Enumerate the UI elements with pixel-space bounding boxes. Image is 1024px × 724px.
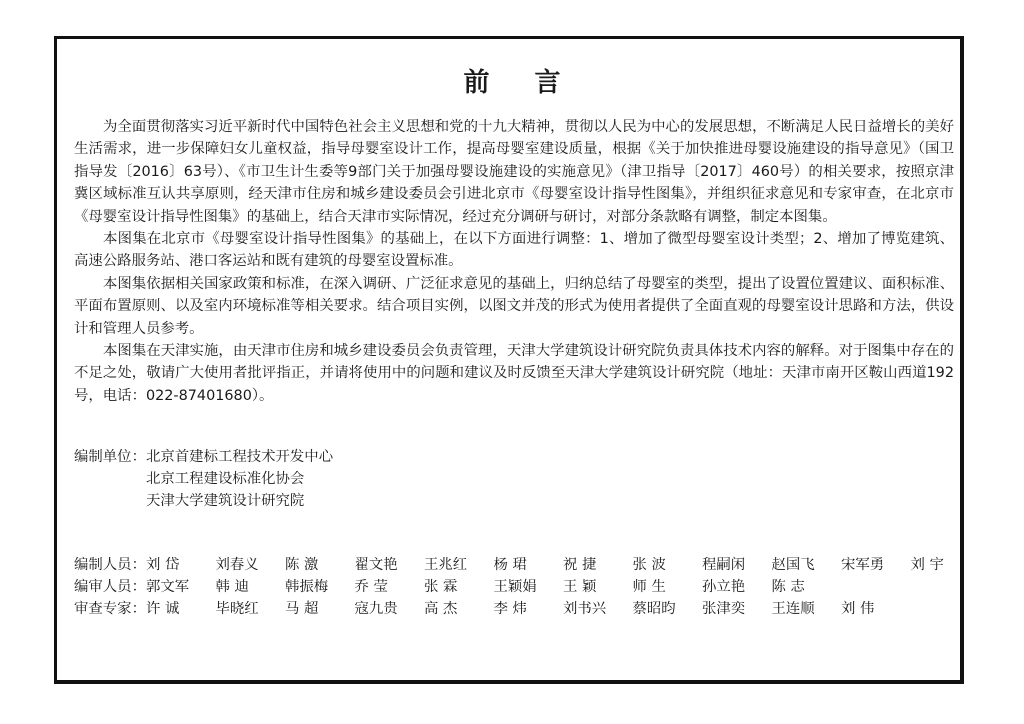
person-name: 寇九贵 xyxy=(354,601,398,617)
person-name: 刘春义 xyxy=(215,557,259,573)
unit-name: 北京首建标工程技术开发中心 xyxy=(146,449,334,465)
paragraph: 本图集依据相关国家政策和标准，在深入调研、广泛征求意见的基础上，归纳总结了母婴室的类型，提出了设置位置建议、面积标准、平面布置原则、以及室内环境标准等相关要求。结合项目实例，以图文并茂的形式为使用者提供了全面直观的母婴室设计思路和方法，供设计和管理人员参考。 xyxy=(74,275,954,337)
paragraph: 本图集在天津实施，由天津市住房和城乡建设委员会负责管理，天津大学建筑设计研究院负责具体技术内容的解释。对于图集中存在的不足之处，敬请广大使用者批评指正，并请将使用中的问题和建议及时反馈至天津大学建筑设计研究院（地址：天津市南开区鞍山西道192号，电话：022-87401680）。 xyxy=(74,343,954,404)
person-name: 王颖娟 xyxy=(493,579,537,595)
person-name: 张 波 xyxy=(632,557,666,573)
person-name: 王连顺 xyxy=(771,601,815,617)
person-name: 王 颖 xyxy=(563,579,597,595)
person-name: 程嗣闲 xyxy=(702,557,746,573)
staff-row-compilers xyxy=(74,554,980,576)
person-name: 赵国飞 xyxy=(771,557,815,573)
page-title: 前 言 xyxy=(463,68,579,98)
person-name: 刘 宇 xyxy=(910,557,944,573)
unit-name: 北京工程建设标准化协会 xyxy=(146,471,305,487)
person-name: 乔 莹 xyxy=(354,579,388,595)
person-name: 李 炜 xyxy=(493,601,527,617)
person-name: 许 诚 xyxy=(146,601,180,617)
person-name: 郭文军 xyxy=(146,579,190,595)
person-name: 翟文艳 xyxy=(354,557,398,573)
person-name: 马 超 xyxy=(285,601,319,617)
person-name: 韩 迪 xyxy=(215,579,249,595)
paragraph: 本图集在北京市《母婴室设计指导性图集》的基础上，在以下方面进行调整：1、增加了微型母婴室设计类型；2、增加了博览建筑、高速公路服务站、港口客运站和既有建筑的母婴室设置标准。 xyxy=(74,231,954,270)
person-name: 陈 志 xyxy=(771,579,805,595)
compiling-units xyxy=(74,446,333,512)
units-label: 编制单位： xyxy=(74,449,146,465)
person-name: 刘书兴 xyxy=(563,601,607,617)
person-name: 刘 伟 xyxy=(841,601,875,617)
person-name: 陈 激 xyxy=(285,557,319,573)
paragraph: 为全面贯彻落实习近平新时代中国特色社会主义思想和党的十九大精神，贯彻以人民为中心的发展思想，不断满足人民日益增长的美好生活需求，进一步保障妇女儿童权益，指导母婴室设计工作，提高母婴室建设质量，根据《关于加快推进母婴设施建设的指导意见》（国卫指导发〔2016〕63号）、《市卫生计生委等9部门关于加强母婴设施建设的实施意见》（津卫指导〔2017〕460号）的相关要求，按照京津冀区域标准互认共享原则，经天津市住房和城乡建设委员会引进北京市《母婴室设计指导性图集》，并组织征求意见和专家审查，在北京市《母婴室设计指导性图集》的基础上，结合天津市实际情况，经过充分调研与研讨，对部分条款略有调整，制定本图集。 xyxy=(74,119,954,225)
person-name: 孙立艳 xyxy=(702,579,746,595)
person-name: 张津奕 xyxy=(702,601,746,617)
person-name: 师 生 xyxy=(632,579,666,595)
staff-row-reviewers xyxy=(74,576,980,598)
person-name: 韩振梅 xyxy=(285,579,329,595)
person-name: 王兆红 xyxy=(424,557,468,573)
staff-row-label: 审查专家： xyxy=(74,601,146,617)
person-name: 刘 岱 xyxy=(146,557,180,573)
person-name: 祝 捷 xyxy=(563,557,597,573)
unit-name: 天津大学建筑设计研究院 xyxy=(146,493,305,509)
staff-row-label: 编制人员： xyxy=(74,557,146,573)
staff-list xyxy=(74,554,980,620)
person-name: 杨 珺 xyxy=(493,557,527,573)
staff-row-label: 编审人员： xyxy=(74,579,146,595)
staff-row-experts xyxy=(74,598,980,620)
foreword-body xyxy=(74,116,954,407)
person-name: 毕晓红 xyxy=(215,601,259,617)
person-name: 高 杰 xyxy=(424,601,458,617)
person-name: 宋军勇 xyxy=(841,557,885,573)
person-name: 张 霖 xyxy=(424,579,458,595)
person-name: 蔡昭昀 xyxy=(632,601,676,617)
